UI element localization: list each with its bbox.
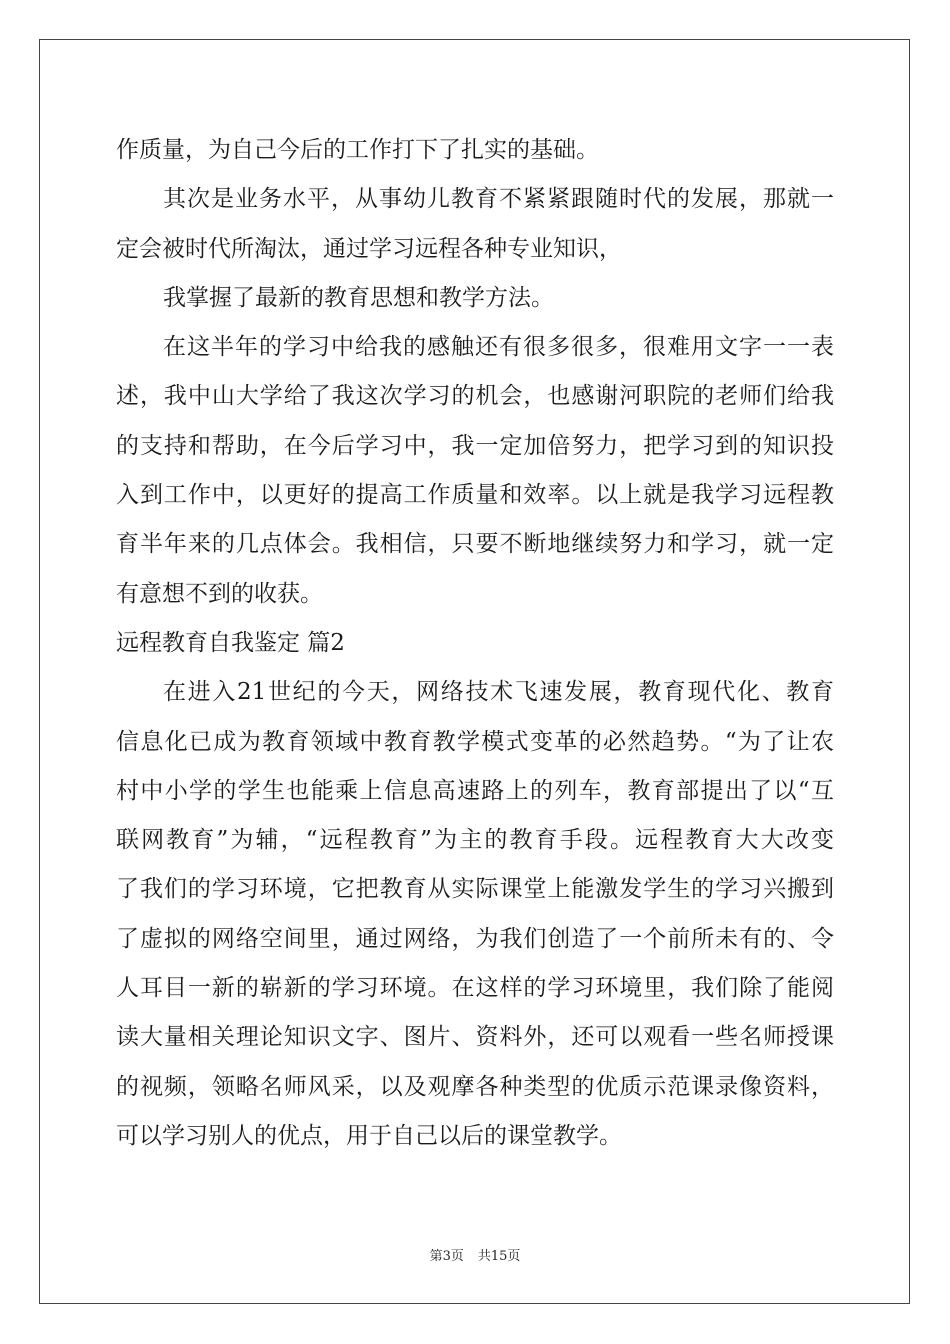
text-line: 的支持和帮助，在今后学习中，我一定加倍努力，把学习到的知识投 (116, 432, 834, 459)
text-line: 作质量，为自己今后的工作打下了扎实的基础。 (116, 137, 599, 163)
text-line: 在进入21世纪的今天，网络技术飞速发展，教育现代化、教育 (163, 679, 834, 706)
text-line: 可以学习别人的优点，用于自己以后的课堂教学。 (116, 1122, 622, 1149)
section-heading: 远程教育自我鉴定 篇2 (116, 629, 345, 656)
text-line: 育半年来的几点体会。我相信，只要不断地继续努力和学习，就一定 (116, 531, 834, 558)
text-line: 我掌握了最新的教育思想和教学方法。 (163, 284, 554, 311)
text-line: 有意想不到的收获。 (116, 580, 323, 607)
document-body (116, 126, 834, 1161)
page-footer (0, 1245, 950, 1264)
text-line: 了我们的学习环境，它把教育从实际课堂上能激发学生的学习兴搬到 (116, 876, 834, 903)
text-line: 人耳目一新的崭新的学习环境。在这样的学习环境里，我们除了能阅 (116, 975, 834, 1002)
page-total: 共15页 (477, 1249, 521, 1264)
text-line: 信息化已成为教育领域中教育教学模式变革的必然趋势。“为了让农 (116, 728, 834, 755)
text-line: 的视频，领略名师风采，以及观摩各种类型的优质示范课录像资料， (116, 1073, 834, 1100)
page-number: 第3页 (429, 1249, 464, 1264)
text-line: 在这半年的学习中给我的感触还有很多很多，很难用文字一一表 (163, 334, 834, 361)
text-line: 了虚拟的网络空间里，通过网络，为我们创造了一个前所未有的、令 (116, 925, 834, 952)
text-line: 村中小学的学生也能乘上信息高速路上的列车，教育部提出了以“互 (116, 777, 834, 804)
text-line: 其次是业务水平，从事幼儿教育不紧紧跟随时代的发展，那就一 (163, 186, 834, 213)
text-line: 定会被时代所淘汰，通过学习远程各种专业知识， (116, 235, 622, 262)
text-line: 联网教育”为辅，“远程教育”为主的教育手段。远程教育大大改变 (116, 827, 834, 854)
text-line: 读大量相关理论知识文字、图片、资料外，还可以观看一些名师授课 (116, 1024, 834, 1051)
text-line: 入到工作中，以更好的提高工作质量和效率。以上就是我学习远程教 (116, 482, 834, 509)
text-line: 述，我中山大学给了我这次学习的机会，也感谢河职院的老师们给我 (116, 383, 834, 410)
